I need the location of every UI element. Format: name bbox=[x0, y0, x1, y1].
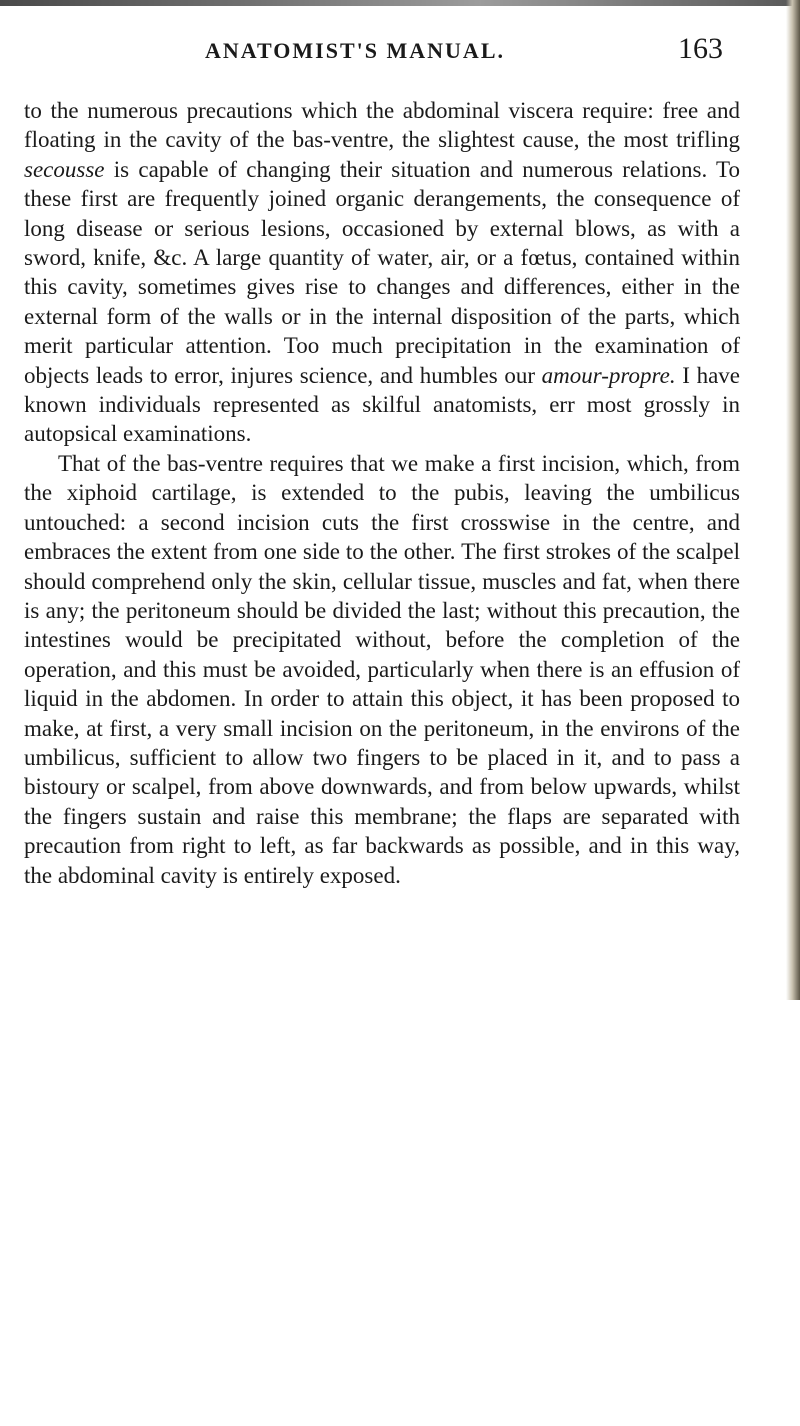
page-number: 163 bbox=[678, 32, 723, 65]
running-head: ANATOMIST'S MANUAL. bbox=[205, 38, 505, 63]
paragraph-1-text-c: I have known individuals represented as skilful anatomists, err most grossly in autopsical examinations. bbox=[24, 362, 740, 447]
paragraph-1-italic-secousse: secousse bbox=[24, 156, 105, 182]
page-header bbox=[0, 32, 800, 78]
paragraph-1-text-b: is capable of changing their situation and numerous relations. To these first are frequently joined organic derangements, the consequence of long disease or serious lesions, occasioned by external blows, as with a sword, knife, &c. A large quantity of water, air, or a fœtus, contained within this cavity, sometimes gives rise to changes and differences, either in the external form of the walls or in the internal disposition of the parts, which merit particular attention. Too much precipitation in the examination of objects leads to error, injures science, and humbles our bbox=[24, 156, 740, 388]
paragraph-1-italic-amour-propre: amour-propre. bbox=[541, 362, 676, 388]
paragraph-1 bbox=[24, 96, 740, 449]
body-text bbox=[24, 96, 740, 890]
page-right-edge-shadow bbox=[786, 0, 800, 1000]
paragraph-2: That of the bas-ventre requires that we make a first incision, which, from the xiphoid cartilage, is extended to the pubis, leaving the umbilicus untouched: a second incision cuts the first crosswise in the centre, and embraces the extent from one side to the other. The first strokes of the scalpel should comprehend only the skin, cellular tissue, muscles and fat, when there is any; the peritoneum should be divided the last; without this precaution, the intestines would be precipitated without, before the completion of the operation, and this must be avoided, particularly when there is an effusion of liquid in the abdomen. In order to attain this object, it has been proposed to make, at first, a very small incision on the peritoneum, in the environs of the umbilicus, sufficient to allow two fingers to be placed in it, and to pass a bistoury or scalpel, from above downwards, and from below upwards, whilst the fingers sustain and raise this membrane; the flaps are separated with precaution from right to left, as far backwards as possible, and in this way, the abdominal cavity is entirely exposed. bbox=[24, 450, 740, 888]
page-top-edge-shadow bbox=[0, 0, 800, 6]
paragraph-1-text-a: to the numerous precautions which the abdominal viscera require: free and floating in the cavity of the bas-ventre, the slightest cause, the most trifling bbox=[24, 98, 740, 153]
